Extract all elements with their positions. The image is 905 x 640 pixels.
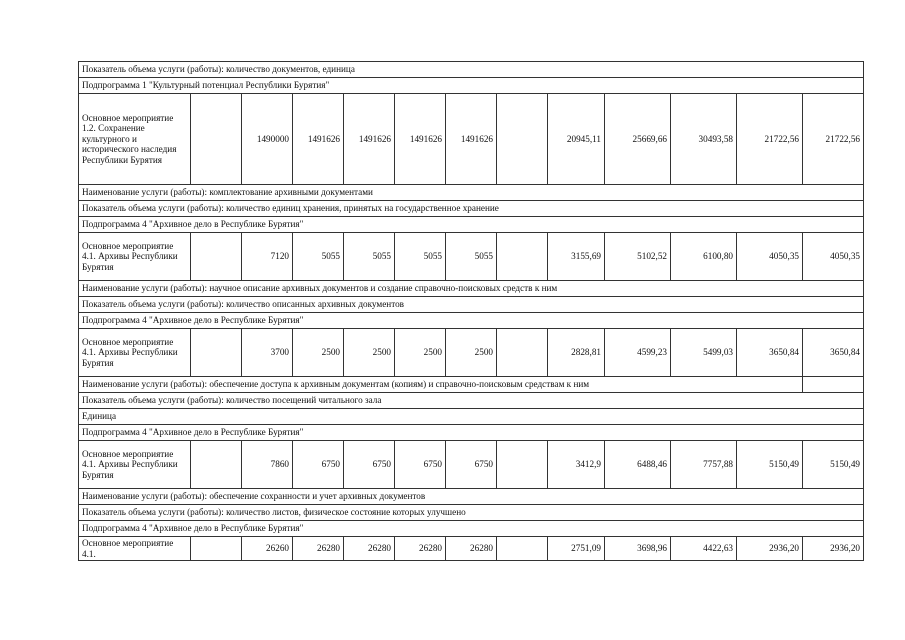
volume-value: 2500 [446,329,497,377]
volume-value: 1491626 [344,94,395,185]
table-row [79,521,864,537]
volume-value: 5055 [395,233,446,281]
table-row [79,409,864,425]
row-text: Наименование услуги (работы): научное описание архивных документов и создание справочно-поисковых средств к ним [79,281,864,297]
finance-value: 4422,63 [671,537,737,561]
volume-value: 3700 [242,329,293,377]
volume-value: 6750 [395,441,446,489]
volume-value: 6750 [344,441,395,489]
finance-value: 4050,35 [737,233,803,281]
activity-name: Основное мероприятие 4.1. Архивы Республики Бурятия [79,233,191,281]
volume-value: 26280 [293,537,344,561]
row-text: Показатель объема услуги (работы): количество описанных архивных документов [79,297,864,313]
table-row [79,201,864,217]
finance-value: 2751,09 [548,537,605,561]
table-row [79,537,864,561]
volume-value: 1491626 [395,94,446,185]
empty-cell [497,537,548,561]
volume-value: 7120 [242,233,293,281]
table-row [79,185,864,201]
table-row [79,489,864,505]
finance-value: 21722,56 [737,94,803,185]
finance-value: 2936,20 [803,537,864,561]
finance-value: 3650,84 [737,329,803,377]
volume-value: 1490000 [242,94,293,185]
empty-cell [191,94,242,185]
empty-cell [191,537,242,561]
table-row [79,233,864,281]
finance-value: 5499,03 [671,329,737,377]
finance-value: 3650,84 [803,329,864,377]
volume-value: 1491626 [446,94,497,185]
row-text: Показатель объема услуги (работы): количество посещений читального зала [79,393,864,409]
finance-value: 6100,80 [671,233,737,281]
row-text: Подпрограмма 1 "Культурный потенциал Республики Бурятия" [79,78,864,94]
table-row [79,329,864,377]
activity-name: Основное мероприятие 4.1. [79,537,191,561]
row-text: Подпрограмма 4 "Архивное дело в Республике Бурятия" [79,521,864,537]
finance-value: 2936,20 [737,537,803,561]
empty-cell [497,94,548,185]
empty-cell [803,377,864,393]
finance-value: 5150,49 [737,441,803,489]
row-text: Подпрограмма 4 "Архивное дело в Республике Бурятия" [79,313,864,329]
table-row [79,505,864,521]
row-text: Показатель объема услуги (работы): количество листов, физическое состояние которых улучшено [79,505,864,521]
row-text: Подпрограмма 4 "Архивное дело в Республике Бурятия" [79,217,864,233]
table-row [79,281,864,297]
table-row [79,94,864,185]
row-text: Наименование услуги (работы): обеспечение сохранности и учет архивных документов [79,489,864,505]
volume-value: 1491626 [293,94,344,185]
empty-cell [497,329,548,377]
finance-value: 7757,88 [671,441,737,489]
empty-cell [497,441,548,489]
finance-value: 4599,23 [605,329,671,377]
volume-value: 2500 [395,329,446,377]
volume-value: 5055 [293,233,344,281]
row-text: Показатель объема услуги (работы): количество документов, единица [79,62,864,78]
finance-value: 5102,52 [605,233,671,281]
table-row [79,217,864,233]
row-text: Наименование услуги (работы): обеспечение доступа к архивным документам (копиям) и справочно-поисковым средствам к ним [79,377,803,393]
finance-value: 2828,81 [548,329,605,377]
volume-value: 26280 [446,537,497,561]
finance-value: 30493,58 [671,94,737,185]
table-row [79,297,864,313]
table-row [79,393,864,409]
finance-value: 3698,96 [605,537,671,561]
finance-value: 21722,56 [803,94,864,185]
row-text: Показатель объема услуги (работы): количество единиц хранения, принятых на государственное хранение [79,201,864,217]
table-row [79,62,864,78]
volume-value: 6750 [446,441,497,489]
volume-value: 26280 [344,537,395,561]
row-text: Наименование услуги (работы): комплектование архивными документами [79,185,864,201]
empty-cell [191,441,242,489]
empty-cell [191,233,242,281]
table-row [79,78,864,94]
table-row [79,441,864,489]
empty-cell [497,233,548,281]
table-row [79,425,864,441]
empty-cell [191,329,242,377]
volume-value: 7860 [242,441,293,489]
volume-value: 2500 [293,329,344,377]
volume-value: 6750 [293,441,344,489]
row-text: Единица [79,409,864,425]
finance-value: 25669,66 [605,94,671,185]
finance-value: 5150,49 [803,441,864,489]
finance-value: 3155,69 [548,233,605,281]
volume-value: 26260 [242,537,293,561]
finance-value: 20945,11 [548,94,605,185]
table-row [79,313,864,329]
row-text: Подпрограмма 4 "Архивное дело в Республике Бурятия" [79,425,864,441]
table-row [79,377,864,393]
services-table [78,61,864,561]
volume-value: 2500 [344,329,395,377]
volume-value: 26280 [395,537,446,561]
volume-value: 5055 [344,233,395,281]
activity-name: Основное мероприятие 4.1. Архивы Республики Бурятия [79,441,191,489]
finance-value: 6488,46 [605,441,671,489]
volume-value: 5055 [446,233,497,281]
finance-value: 4050,35 [803,233,864,281]
activity-name: Основное мероприятие 4.1. Архивы Республики Бурятия [79,329,191,377]
finance-value: 3412,9 [548,441,605,489]
activity-name: Основное мероприятие 1.2. Сохранение культурного и исторического наследия Республики Бурятия [79,94,191,185]
